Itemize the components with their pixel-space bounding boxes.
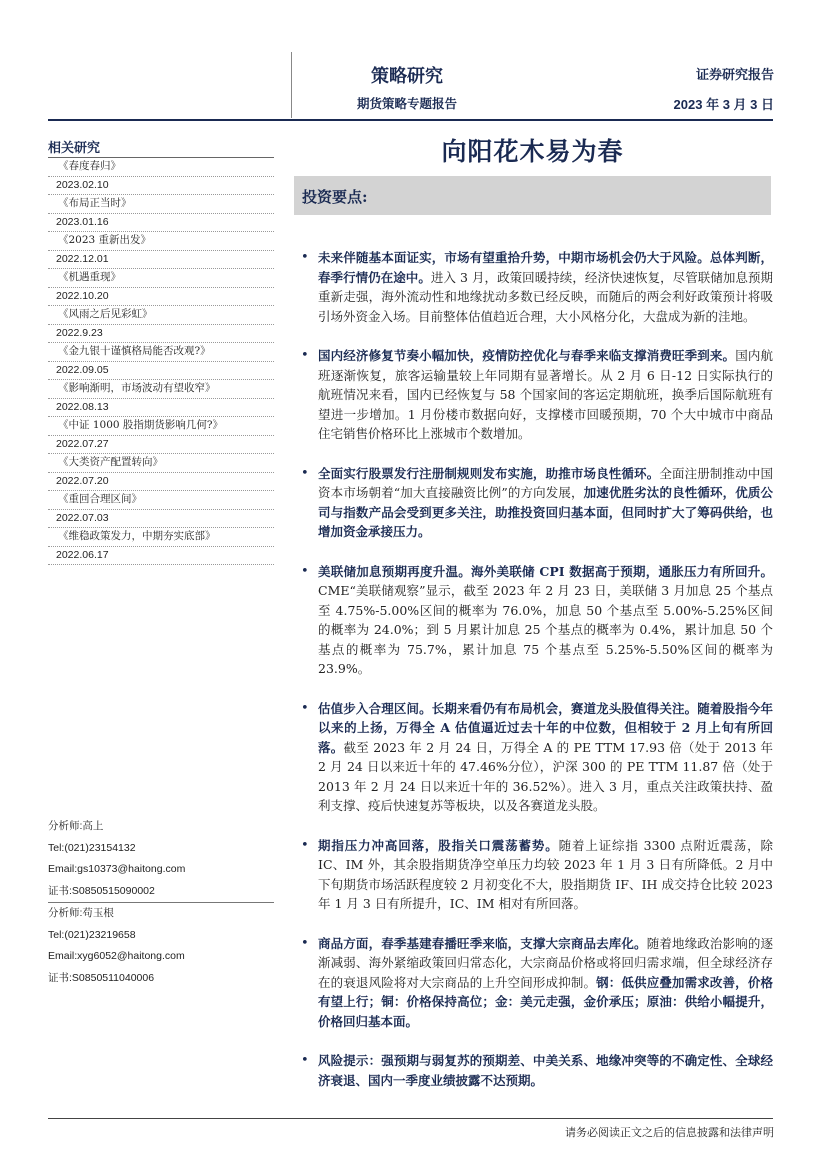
key-point-emphasis: 加速优胜劣汰的良性循环，优质公司与指数产品会受到更多关注，助推投资回归基本面，但同时扩大了筹码供给，也增加资金承接压力。 bbox=[318, 485, 773, 539]
report-title: 向阳花木易为春 bbox=[441, 137, 624, 166]
key-point bbox=[300, 346, 773, 444]
key-point-body: 全面注册制推动中国资本市场朝着“加大直接融资比例”的方向发展， bbox=[318, 465, 773, 500]
related-item-title[interactable] bbox=[48, 195, 274, 214]
key-point bbox=[300, 562, 773, 679]
related-research-list bbox=[48, 158, 274, 565]
report-type: 证券研究报告 bbox=[695, 68, 774, 83]
key-point-body: 随着上证综指 3300 点附近震荡，除 IC、IM 外，其余股指期货净空单压力均较 2023 年 1 月 3 日有所降低。2 月中下旬期货市场活跃程度较 2 月初变化不大，股指期货 IF、IH 成交持仓比较 2023 年 1 月 3 日有所提升，IC、IM 相对有所回落。 bbox=[318, 837, 773, 911]
related-item-title[interactable] bbox=[48, 491, 274, 510]
related-title-text: 《影响渐明，市场波动有望收窄》 bbox=[58, 382, 216, 394]
related-date-text: 2022.12.01 bbox=[56, 252, 109, 265]
footer-rule bbox=[48, 1118, 773, 1119]
key-point bbox=[300, 248, 773, 326]
related-title-text: 《风雨之后见彩虹》 bbox=[58, 308, 153, 320]
related-title-text: 《2023 重新出发》 bbox=[58, 234, 152, 246]
analyst-tel: Tel:(021)23219658 bbox=[48, 928, 136, 941]
key-point-headline: 期指压力冲高回落，股指关口震荡蓄势。 bbox=[318, 837, 559, 853]
related-title-text: 《维稳政策发力，中期夯实底部》 bbox=[58, 530, 216, 542]
related-title-text: 《中证 1000 股指期货影响几何?》 bbox=[58, 419, 224, 431]
analyst-block bbox=[48, 816, 274, 989]
key-point-body: CME“美联储观察”显示，截至 2023 年 2 月 23 日，美联储 3 月加息 25 个基点至 4.75%-5.00%区间的概率为 76.0%，加息 50 个基点至 5.00%-5.25%区间的概率为 24.0%；到 5 月累计加息 25 个基点的概率为 0.4%，累计加息 50 个基点的概率为 75.7%，累计加息 75 个基点至 5.25%-5.50%区间的概率为 23.9%。 bbox=[318, 583, 773, 676]
related-item-date bbox=[48, 362, 274, 381]
related-date-text: 2023.02.10 bbox=[56, 178, 109, 191]
related-item-title[interactable] bbox=[48, 343, 274, 362]
related-date-text: 2022.08.13 bbox=[56, 400, 109, 413]
related-research bbox=[48, 121, 274, 565]
footer-disclaimer: 请务必阅读正文之后的信息披露和法律声明 bbox=[565, 1126, 774, 1139]
related-item-date bbox=[48, 510, 274, 529]
related-item-date bbox=[48, 473, 274, 492]
key-point bbox=[300, 699, 773, 816]
related-item-date bbox=[48, 547, 274, 566]
related-item-date bbox=[48, 399, 274, 418]
related-date-text: 2022.07.27 bbox=[56, 437, 109, 450]
related-date-text: 2022.06.17 bbox=[56, 548, 109, 561]
related-date-text: 2022.07.03 bbox=[56, 511, 109, 524]
key-point bbox=[300, 1051, 773, 1090]
related-date-text: 2022.07.20 bbox=[56, 474, 109, 487]
analyst-cert: 证书:S0850515090002 bbox=[48, 884, 155, 897]
related-date-text: 2022.09.05 bbox=[56, 363, 109, 376]
related-date-text: 2023.01.16 bbox=[56, 215, 109, 228]
related-date-text: 2022.10.20 bbox=[56, 289, 109, 302]
key-point bbox=[300, 934, 773, 1032]
report-date: 2023 年 3 月 3 日 bbox=[673, 97, 774, 112]
related-date-text: 2022.9.23 bbox=[56, 326, 103, 339]
report-subtitle: 期货策略专题报告 bbox=[356, 96, 457, 111]
related-item-title[interactable] bbox=[48, 306, 274, 325]
related-item-date bbox=[48, 436, 274, 455]
key-point-headline: 未来伴随基本面证实，市场有望重拾升势，中期市场机会仍大于风险。总体判断，春季行情仍在途中。 bbox=[318, 250, 773, 285]
key-point-headline: 全面实行股票发行注册制规则发布实施，助推市场良性循环。 bbox=[318, 465, 660, 481]
key-point-body: 进入 3 月，政策回暖持续，经济快速恢复，尽管联储加息预期重新走强，海外流动性和地缘扰动多数已经反映，而随后的两会利好政策预计将吸引场外资金入场。目前整体估值趋近合理，大小风格分化，大盘成为新的洼地。 bbox=[318, 269, 773, 324]
related-item-title[interactable] bbox=[48, 380, 274, 399]
related-item-title[interactable] bbox=[48, 269, 274, 288]
key-point-headline: 商品方面，春季基建春播旺季来临，支撑大宗商品去库化。 bbox=[318, 935, 647, 951]
key-points-bar bbox=[294, 176, 771, 215]
related-title-text: 《春度春归》 bbox=[58, 160, 121, 172]
key-points-list bbox=[300, 248, 773, 1110]
analyst-email[interactable]: Email:gs10373@haitong.com bbox=[48, 863, 186, 875]
related-item-date bbox=[48, 288, 274, 307]
key-point-headline: 估值步入合理区间。长期来看仍有布局机会，赛道龙头股值得关注。随着股指今年以来的上扬，万得全 A 估值逼近过去十年的中位数，但相较于 2 月上旬有所回落。 bbox=[318, 700, 773, 755]
related-item-date bbox=[48, 325, 274, 344]
related-title-text: 《重回合理区间》 bbox=[58, 493, 142, 505]
key-point-headline: 风险提示：强预期与弱复苏的预期差、中美关系、地缘冲突等的不确定性、全球经济衰退、国内一季度业绩披露不达预期。 bbox=[318, 1053, 773, 1088]
key-point-body: 截至 2023 年 2 月 24 日，万得全 A 的 PE TTM 17.93 倍（处于 2013 年 2 月 24 日以来近十年的 47.46%分位），沪深 300 的 PE TTM 11.87 倍（处于 2013 年 2 月 24 日以来近十年的 36.52%）。进入 3 月，重点关注政策扶持、盈利支撑、疫后快速复苏等板块，以及各赛道龙头股。 bbox=[318, 739, 773, 813]
related-item-date bbox=[48, 177, 274, 196]
key-point-body: 随着地缘政治影响的逐渐减弱、海外紧缩政策回归常态化，大宗商品价格或将回归需求端，但全球经济存在的衰退风险将对大宗商品的上升空间形成抑制。 bbox=[318, 935, 773, 990]
analyst-cert: 证书:S0850511040006 bbox=[48, 971, 155, 984]
key-point-headline: 国内经济修复节奏小幅加快，疫情防控优化与春季来临支撑消费旺季到来。 bbox=[318, 348, 736, 363]
related-title-text: 《金九银十谨慎格局能否改观?》 bbox=[58, 345, 211, 357]
key-point-body: 国内航班逐渐恢复，旅客运输量较上年同期有显著增长。从 2 月 6 日-12 日实际执行的航班情况来看，国内已经恢复与 58 个国家间的客运定期航班，换季后国际航班有望进一步增加。1 月份楼市数据向好，支撑楼市回暖预期，70 个大中城市中商品住宅销售价格环比上涨城市个数增加。 bbox=[318, 348, 773, 441]
related-item-date bbox=[48, 214, 274, 233]
analyst-name: 分析师:高上 bbox=[48, 820, 104, 832]
related-item-title[interactable] bbox=[48, 454, 274, 473]
related-title-text: 《机遇重现》 bbox=[58, 271, 121, 283]
key-point-headline: 美联储加息预期再度升温。海外美联储 CPI 数据高于预期，通胀压力有所回升。 bbox=[318, 563, 773, 579]
related-title-text: 《布局正当时》 bbox=[58, 197, 132, 209]
key-point-emphasis: 钢：低供应叠加需求改善，价格有望上行；铜：价格保持高位；金：美元走强，金价承压；原油：供给小幅提升，价格回归基本面。 bbox=[318, 974, 773, 1029]
report-category: 策略研究 bbox=[371, 66, 443, 87]
related-item-title[interactable] bbox=[48, 232, 274, 251]
analyst-email[interactable]: Email:xyg6052@haitong.com bbox=[48, 950, 185, 962]
key-points-label: 投资要点: bbox=[302, 188, 368, 206]
key-point bbox=[300, 836, 773, 914]
related-item-title[interactable] bbox=[48, 158, 274, 177]
key-point bbox=[300, 464, 773, 542]
related-title-text: 《大类资产配置转向》 bbox=[58, 456, 163, 468]
related-item-date bbox=[48, 251, 274, 270]
related-item-title[interactable] bbox=[48, 528, 274, 547]
related-research-heading: 相关研究 bbox=[48, 121, 274, 158]
analyst-name: 分析师:苟玉根 bbox=[48, 907, 114, 919]
related-item-title[interactable] bbox=[48, 417, 274, 436]
analyst-tel: Tel:(021)23154132 bbox=[48, 841, 136, 854]
